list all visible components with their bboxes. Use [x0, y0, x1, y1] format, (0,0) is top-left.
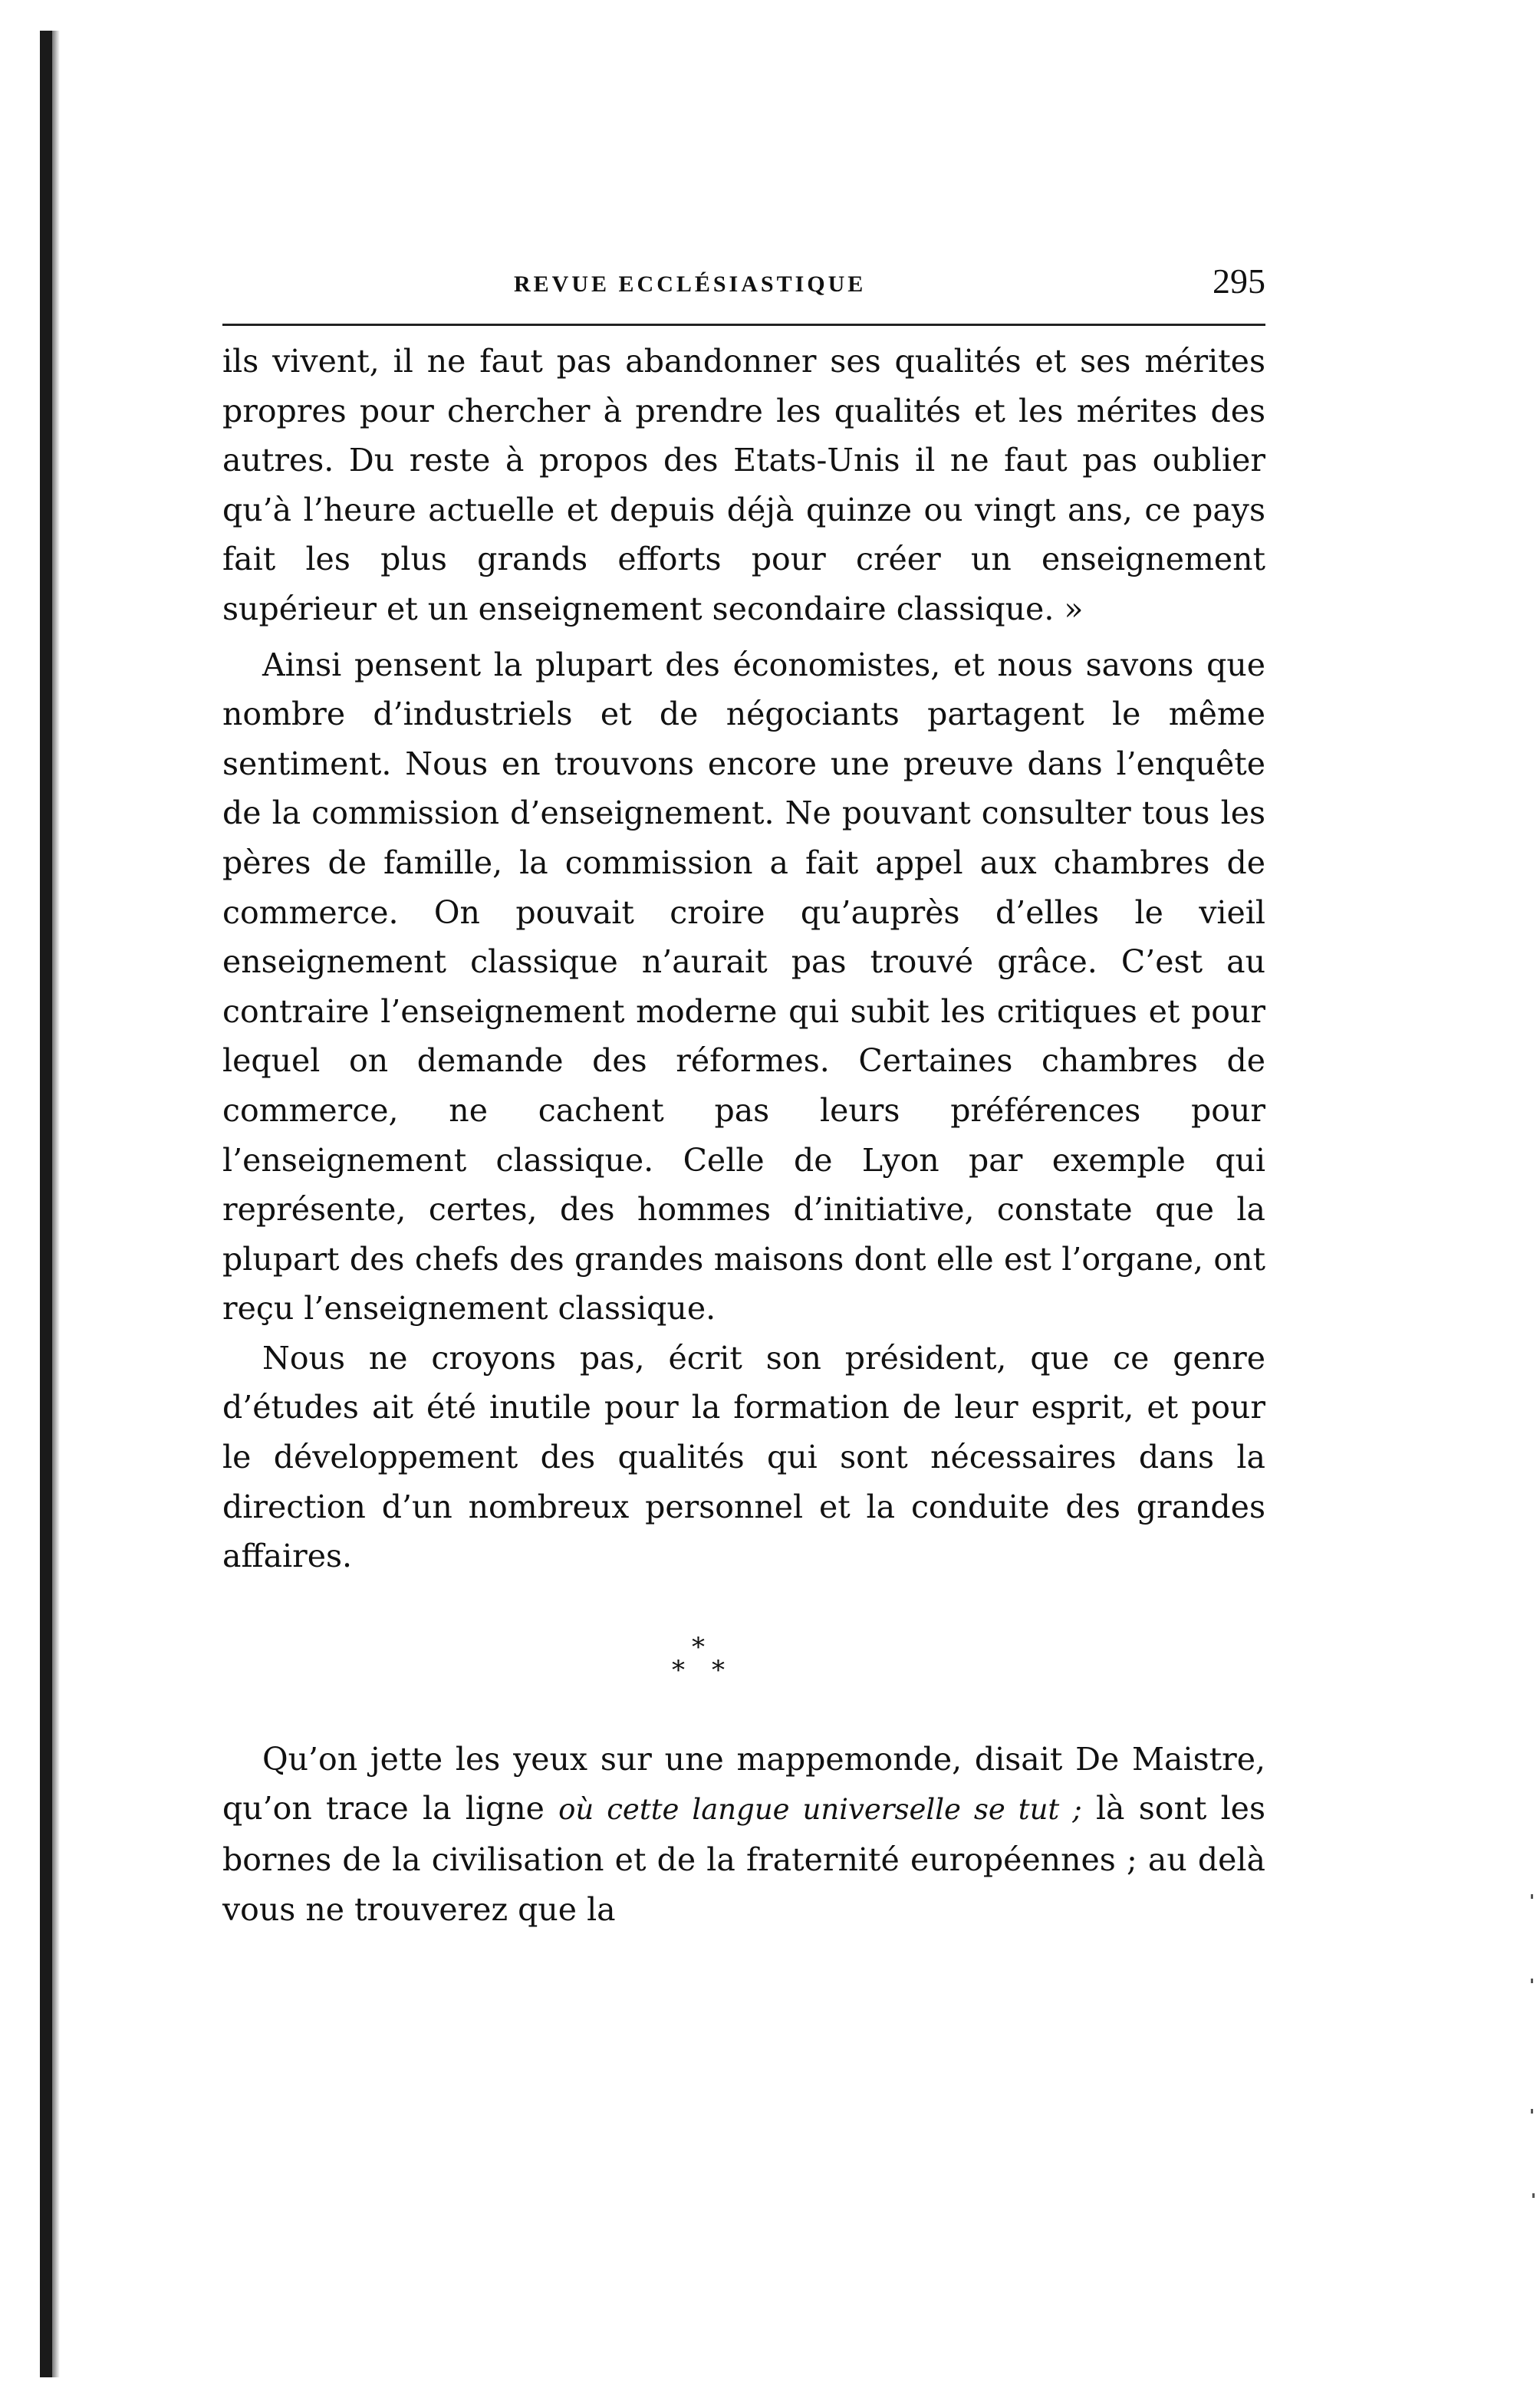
page-body: [222, 261, 1265, 1934]
journal-title: REVUE ECCLÉSIASTIQUE: [514, 271, 867, 297]
scan-speck: [1531, 1979, 1533, 1983]
paragraph-quote-president: Nous ne croyons pas, écrit son président, que ce genre d’études ait été inutile pour la formation de leur esprit, et pour le développement des qualités qui sont nécessaires dans la direction d’un nombreux personnel et la conduite des grandes affaires.: [222, 1339, 1265, 1575]
paragraph-continued: ils vivent, il ne faut pas abandonner ses qualités et ses mérites propres pour chercher à prendre les qualités et les mérites des autres. Du reste à propos des Etats-Unis il ne faut pas oublier qu’à l’heure actuelle et depuis déjà quinze ou vingt ans, ce pays fait les plus grands efforts pour créer un enseignement supérieur et un enseignement secondaire classique. »: [222, 343, 1265, 627]
asterism-star: *: [672, 1654, 685, 1686]
running-head: [222, 261, 1265, 314]
paragraph-economists: Ainsi pensent la plupart des économistes, et nous savons que nombre d’industriels et de négociants partagent le même sentiment. Nous en trouvons encore une preuve dans l’enquête de la commission d’enseignement. Ne pouvant consulter tous les pères de famille, la commission a fait appel aux chambres de commerce. On pouvait croire qu’auprès d’elles le vieil enseignement classique n’aurait pas trouvé grâce. C’est au contraire l’enseignement moderne qui subit les critiques et pour lequel on demande des réformes. Certaines chambres de commerce, ne cachent pas leurs préférences pour l’enseignement classique. Celle de Lyon par exemple qui représente, certes, des hommes d’initiative, constate que la plupart des chefs des grandes maisons dont elle est l’organe, ont reçu l’enseignement classique.: [222, 646, 1265, 1327]
italic-quotation: où cette langue universelle se tut ;: [558, 1793, 1082, 1827]
paragraph-de-maistre: [222, 1735, 1265, 1934]
asterism-star: *: [692, 1631, 705, 1663]
asterism-star: *: [712, 1654, 725, 1686]
scan-speck: [1531, 2109, 1533, 2114]
page-number: 295: [1213, 262, 1265, 301]
paragraph-de-maistre-start: Qu’on jette les yeux sur une mappemonde, disait De Maistre, qu’on trace la ligne: [222, 1740, 1265, 1827]
header-rule: [222, 324, 1265, 326]
scan-speck: [1531, 1894, 1533, 1899]
paragraph-de-maistre-end: là sont les bornes de la civilisation et de la fraternité européennes ; au delà vous ne trouverez que la: [222, 1790, 1265, 1928]
scan-binding-edge: [40, 31, 52, 2377]
scan-speck: [1532, 2193, 1535, 2198]
section-asterism: [222, 1597, 1265, 1735]
scan-binding-shadow: [52, 31, 60, 2377]
